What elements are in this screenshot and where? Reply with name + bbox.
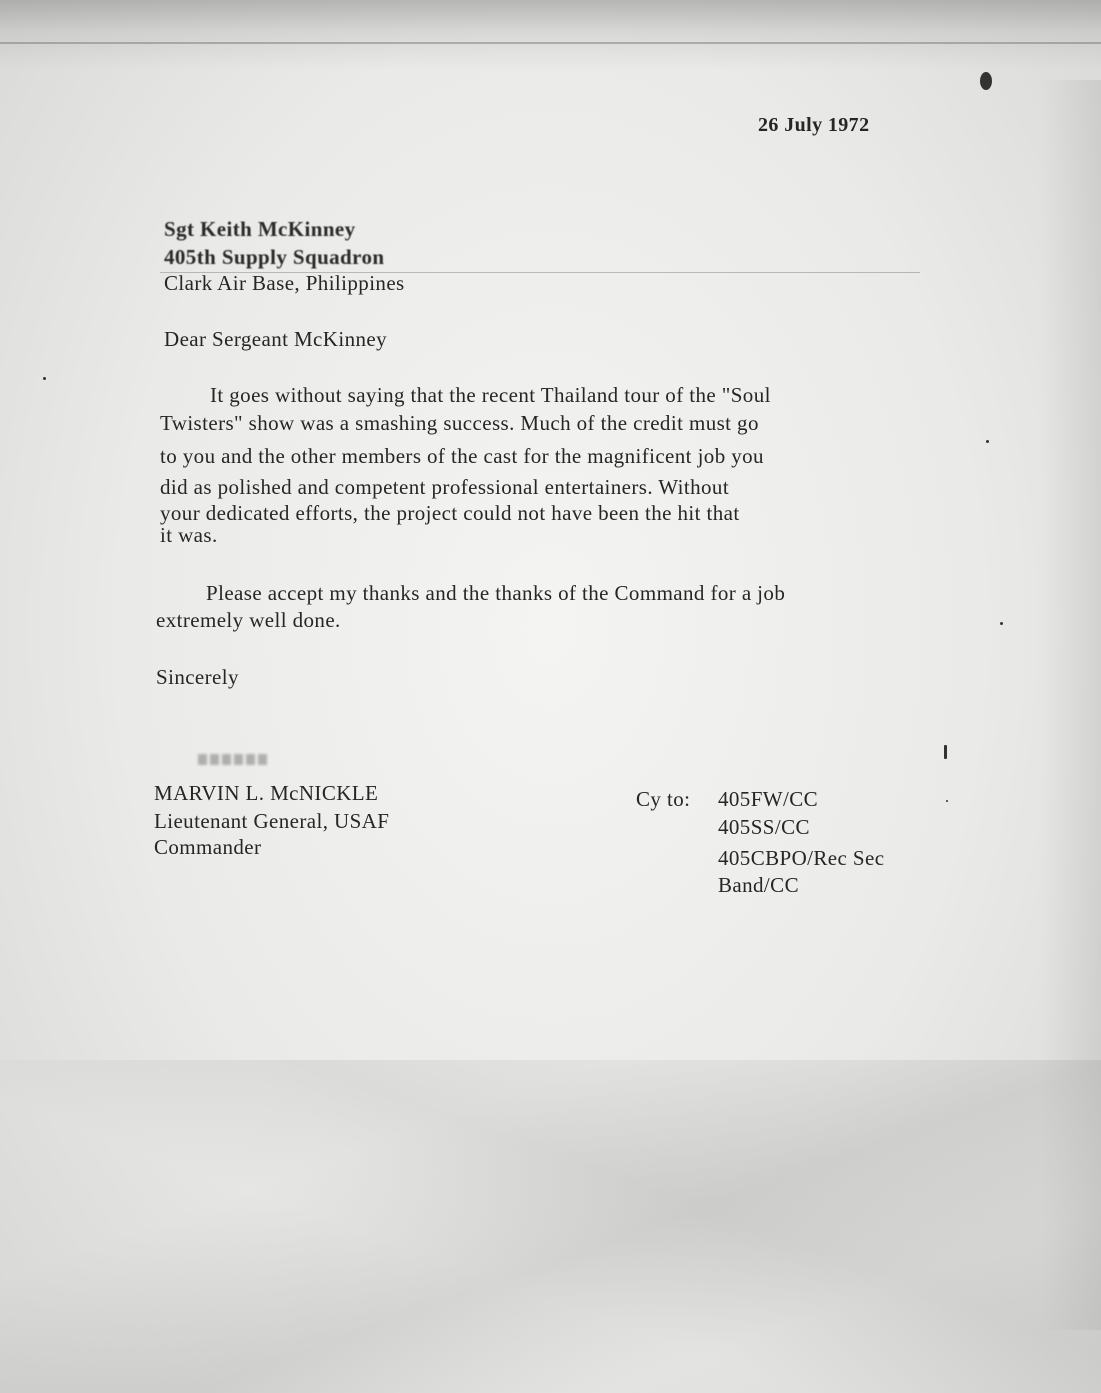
paragraph-1-line: did as polished and competent professional entertainers. Without (160, 475, 730, 499)
photocopy-wrinkle-bottom (0, 1060, 1101, 1393)
signature-name: MARVIN L. McNICKLE (154, 781, 379, 805)
signature-title: Commander (154, 835, 262, 859)
paragraph-2-line: Please accept my thanks and the thanks of the Command for a job (206, 581, 786, 605)
toner-speck (946, 800, 948, 802)
copy-recipient: 405CBPO/Rec Sec (718, 846, 885, 870)
copy-recipient: Band/CC (718, 873, 799, 897)
recipient-name: Sgt Keith McKinney (164, 217, 356, 241)
toner-speck (944, 745, 947, 759)
photocopy-shadow-top (0, 0, 1101, 70)
recipient-unit: 405th Supply Squadron (164, 245, 385, 269)
paragraph-1-line: Twisters" show was a smashing success. Much of the credit must go (160, 411, 759, 435)
illegible-stamp-mark (198, 752, 282, 766)
paragraph-1-line: it was. (160, 523, 218, 547)
toner-speck (986, 440, 989, 443)
copies-label: Cy to: (636, 787, 691, 811)
copy-recipient: 405SS/CC (718, 815, 810, 839)
photocopy-shadow-right (1040, 80, 1101, 1330)
closing: Sincerely (156, 665, 239, 689)
toner-speck (43, 377, 46, 380)
paragraph-1-line: It goes without saying that the recent Thailand tour of the "Soul (210, 383, 771, 407)
letter-date: 26 July 1972 (758, 114, 870, 136)
salutation: Dear Sergeant McKinney (164, 327, 388, 351)
toner-speck (1000, 622, 1003, 625)
paragraph-1-line: your dedicated efforts, the project could not have been the hit that (160, 501, 740, 525)
paragraph-1-line: to you and the other members of the cast for the magnificent job you (160, 444, 764, 468)
signature-rank: Lieutenant General, USAF (154, 809, 390, 833)
recipient-location: Clark Air Base, Philippines (164, 271, 405, 295)
toner-speck (980, 72, 992, 90)
paragraph-2-line: extremely well done. (156, 608, 341, 632)
fold-line-top (0, 42, 1101, 44)
copy-recipient: 405FW/CC (718, 787, 819, 811)
